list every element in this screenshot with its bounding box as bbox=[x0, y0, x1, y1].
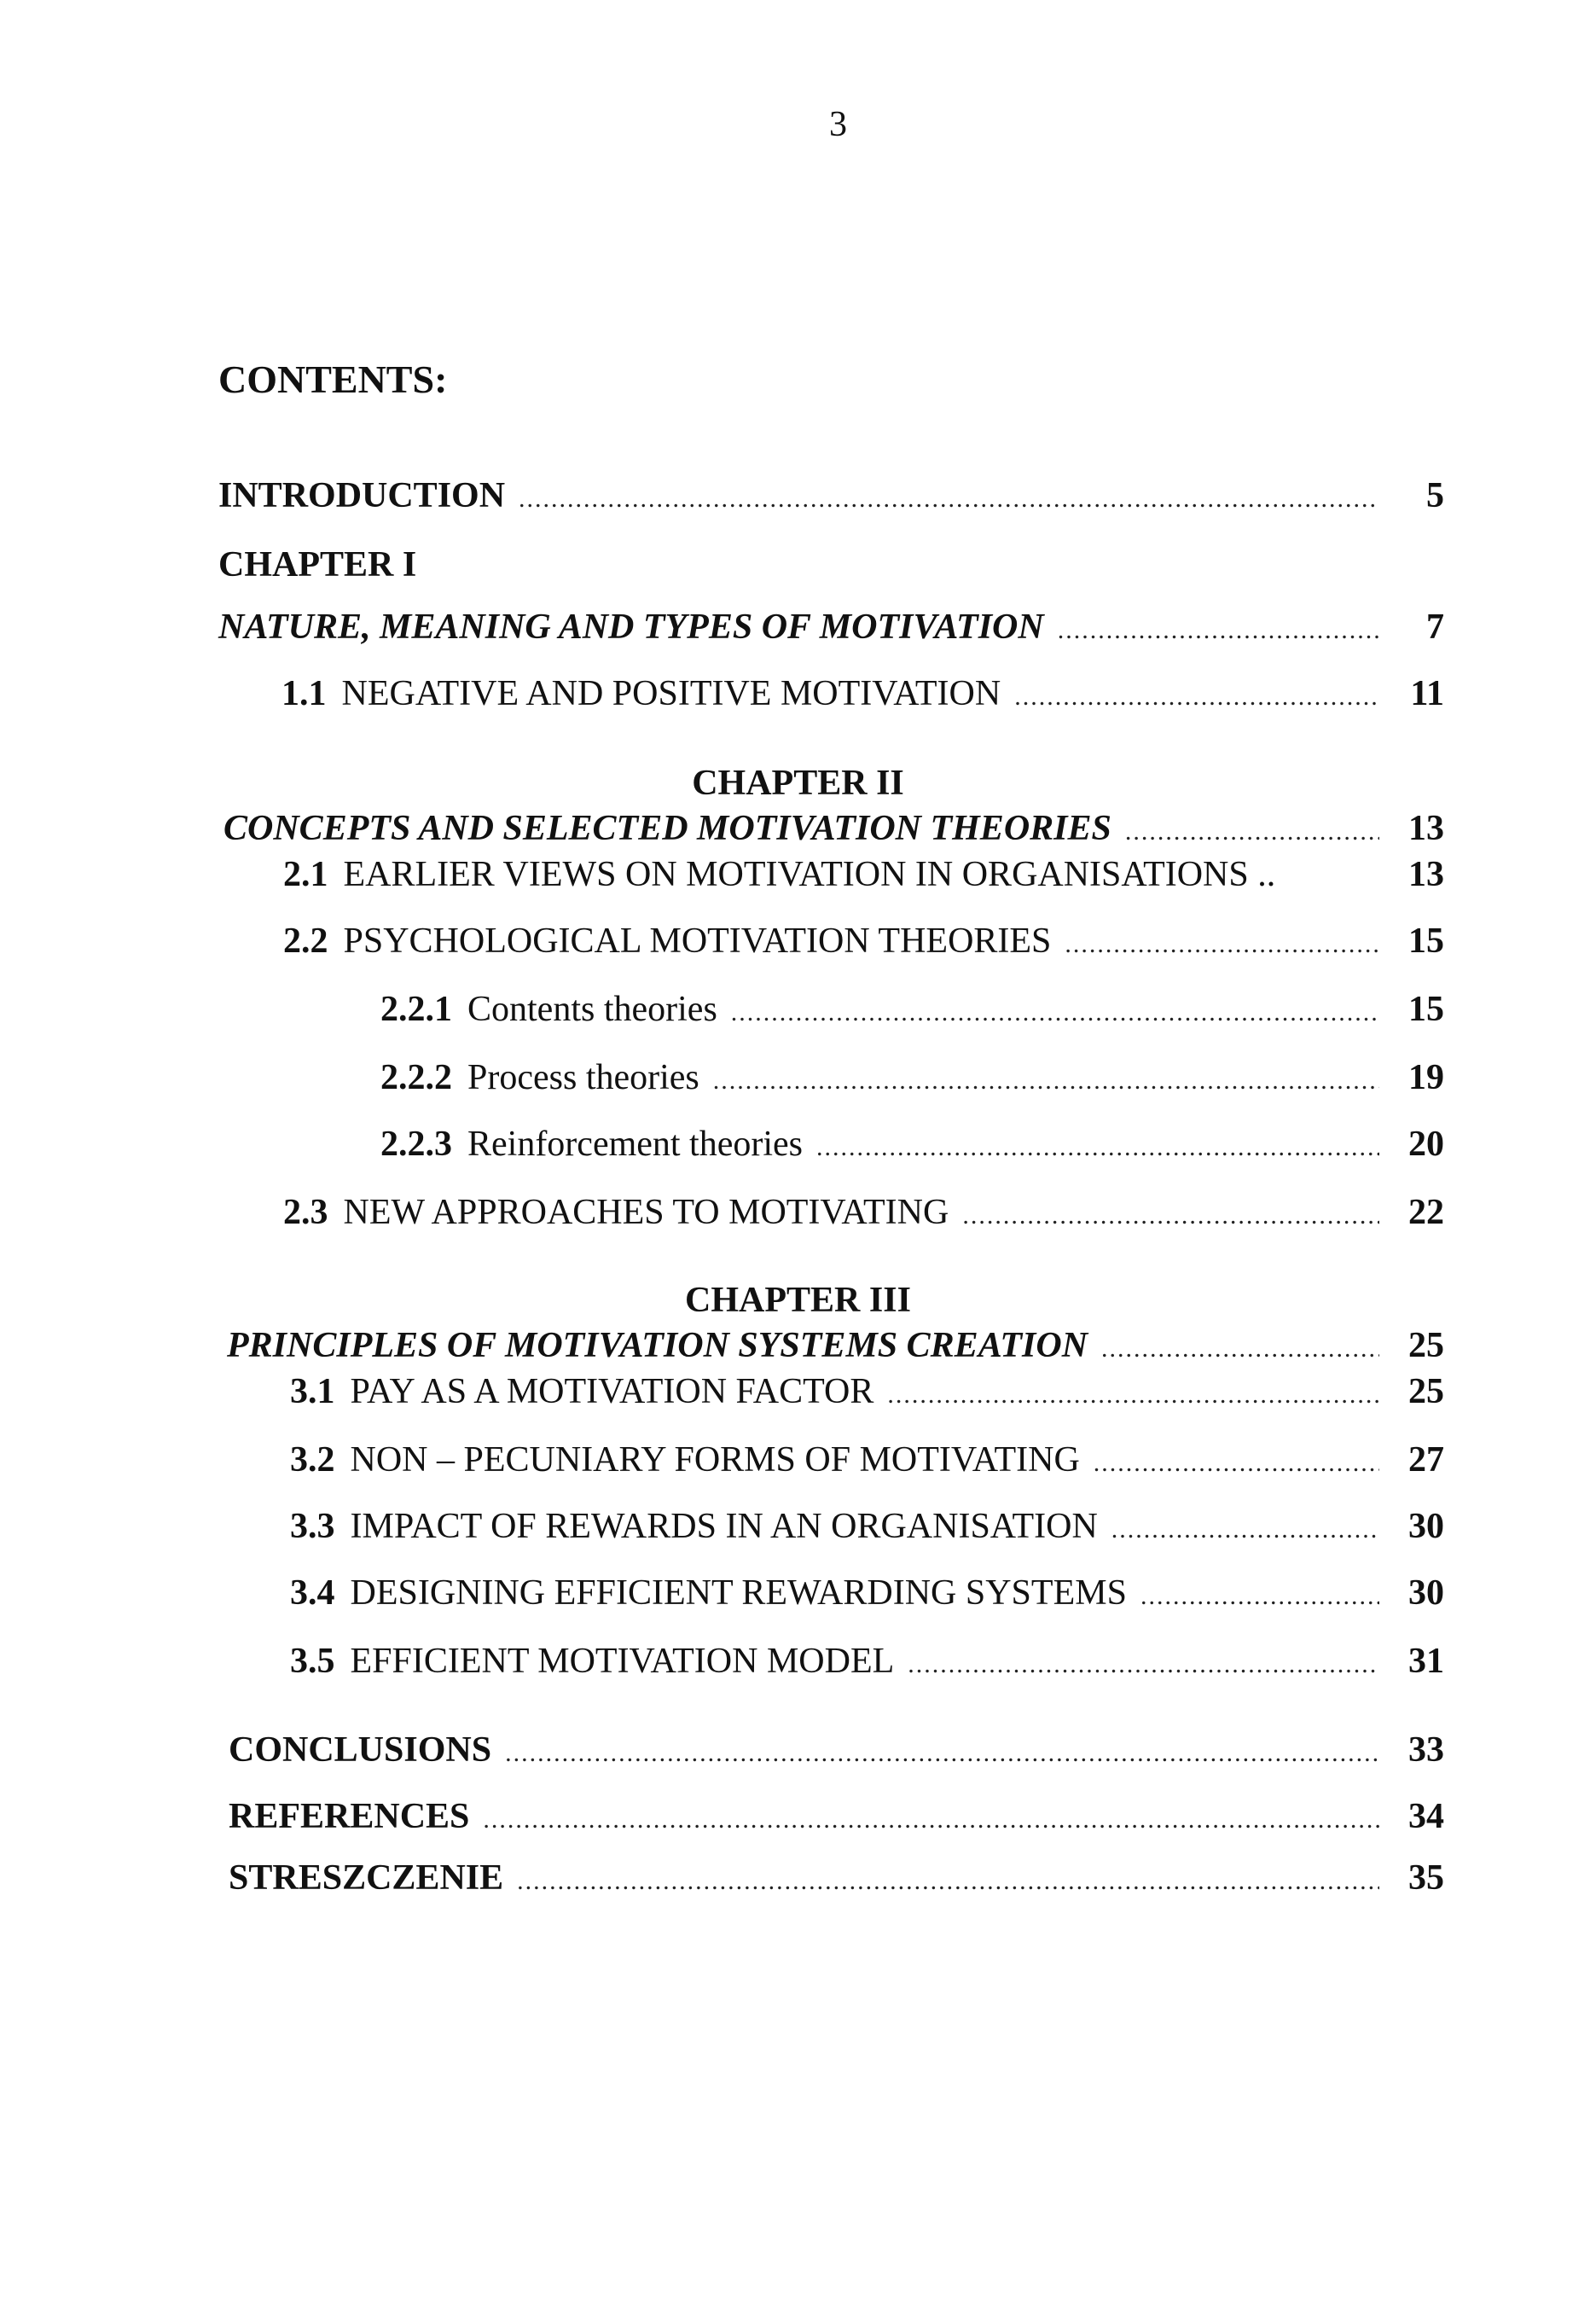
entry-title: INTRODUCTION bbox=[218, 476, 506, 515]
entry-page: 25 bbox=[1408, 1372, 1444, 1411]
toc-entry-3-4[interactable] bbox=[290, 1575, 1444, 1611]
entry-number: 2.3 bbox=[283, 1193, 328, 1232]
toc-entry-chapter-2[interactable] bbox=[223, 811, 1444, 846]
entry-page: 34 bbox=[1408, 1797, 1444, 1836]
entry-page: 13 bbox=[1408, 809, 1444, 848]
chapter-1-label: CHAPTER I bbox=[218, 545, 417, 584]
entry-number: 3.4 bbox=[290, 1573, 335, 1613]
entry-page: 11 bbox=[1410, 674, 1444, 713]
entry-number: 3.2 bbox=[290, 1440, 335, 1480]
dot-leader bbox=[505, 1741, 1379, 1766]
entry-title: CONCLUSIONS bbox=[229, 1730, 492, 1770]
entry-number: 1.1 bbox=[281, 674, 327, 713]
entry-title: PAY AS A MOTIVATION FACTOR bbox=[350, 1372, 874, 1411]
toc-entry-3-3[interactable] bbox=[290, 1509, 1444, 1544]
dot-leader bbox=[1111, 1517, 1379, 1543]
entry-title: STRESZCZENIE bbox=[229, 1858, 504, 1898]
entry-number: 2.2.2 bbox=[380, 1058, 452, 1097]
entry-page: 25 bbox=[1408, 1326, 1444, 1365]
entry-page: 27 bbox=[1408, 1440, 1444, 1480]
dot-leader bbox=[1094, 1451, 1379, 1476]
entry-title: NEGATIVE AND POSITIVE MOTIVATION bbox=[341, 674, 1001, 713]
entry-title: Reinforcement theories bbox=[467, 1125, 804, 1164]
toc-entry-3-5[interactable] bbox=[290, 1643, 1444, 1679]
dot-leader bbox=[816, 1135, 1379, 1160]
entry-page: 20 bbox=[1408, 1125, 1444, 1164]
entry-page: 5 bbox=[1426, 476, 1444, 515]
entry-page: 15 bbox=[1408, 990, 1444, 1029]
toc-entry-2-2-3[interactable] bbox=[380, 1126, 1444, 1162]
entry-page: 30 bbox=[1408, 1507, 1444, 1546]
entry-number: 2.2.1 bbox=[380, 990, 452, 1029]
toc-entry-3-1[interactable] bbox=[290, 1374, 1444, 1410]
dot-leader bbox=[1065, 932, 1379, 957]
dot-leader bbox=[1014, 684, 1379, 710]
entry-number: 2.1 bbox=[283, 855, 328, 894]
dot-leader bbox=[1140, 1584, 1379, 1609]
entry-title: NON – PECUNIARY FORMS OF MOTIVATING bbox=[350, 1440, 1080, 1480]
entry-page: 33 bbox=[1408, 1730, 1444, 1770]
dot-leader bbox=[1125, 819, 1379, 845]
entry-title: PSYCHOLOGICAL MOTIVATION THEORIES bbox=[343, 922, 1052, 961]
entry-page: 30 bbox=[1408, 1573, 1444, 1613]
entry-title: EFFICIENT MOTIVATION MODEL bbox=[350, 1642, 895, 1681]
entry-title: REFERENCES bbox=[229, 1797, 470, 1836]
entry-title: DESIGNING EFFICIENT REWARDING SYSTEMS bbox=[350, 1573, 1127, 1613]
toc-entry-2-1[interactable] bbox=[283, 857, 1444, 892]
entry-title: CONCEPTS AND SELECTED MOTIVATION THEORIES bbox=[223, 809, 1111, 848]
entry-title: NATURE, MEANING AND TYPES OF MOTIVATION bbox=[218, 608, 1044, 647]
entry-page: 7 bbox=[1426, 608, 1444, 647]
entry-page: 13 bbox=[1408, 855, 1444, 894]
toc-entry-chapter-1[interactable] bbox=[218, 609, 1444, 645]
dot-leader bbox=[731, 1000, 1379, 1026]
entry-page: 35 bbox=[1408, 1858, 1444, 1898]
dot-leader bbox=[887, 1382, 1379, 1408]
entry-title: Process theories bbox=[467, 1058, 699, 1097]
entry-page: 15 bbox=[1408, 922, 1444, 961]
contents-heading: CONTENTS: bbox=[218, 358, 448, 401]
dot-leader bbox=[713, 1068, 1379, 1094]
entry-number: 2.2 bbox=[283, 922, 328, 961]
entry-page: 22 bbox=[1408, 1193, 1444, 1232]
entry-page: 31 bbox=[1408, 1642, 1444, 1681]
entry-title: PRINCIPLES OF MOTIVATION SYSTEMS CREATION bbox=[227, 1326, 1088, 1365]
dot-leader bbox=[483, 1807, 1379, 1833]
chapter-3-label: CHAPTER III bbox=[685, 1281, 911, 1320]
entry-number: 3.5 bbox=[290, 1642, 335, 1681]
entry-title: NEW APPROACHES TO MOTIVATING bbox=[343, 1193, 949, 1232]
toc-entry-2-2[interactable] bbox=[283, 923, 1444, 959]
toc-entry-2-2-2[interactable] bbox=[380, 1060, 1444, 1096]
dot-leader bbox=[1101, 1336, 1379, 1362]
entry-number: 2.2.3 bbox=[380, 1125, 452, 1164]
entry-page: 19 bbox=[1408, 1058, 1444, 1097]
toc-entry-2-2-1[interactable] bbox=[380, 991, 1444, 1027]
entry-title: IMPACT OF REWARDS IN AN ORGANISATION bbox=[350, 1507, 1098, 1546]
toc-entry-3-2[interactable] bbox=[290, 1442, 1444, 1478]
chapter-2-label: CHAPTER II bbox=[692, 764, 904, 803]
entry-number: 3.3 bbox=[290, 1507, 335, 1546]
toc-entry-2-3[interactable] bbox=[283, 1195, 1444, 1230]
dot-leader bbox=[962, 1203, 1379, 1229]
toc-entry-references[interactable] bbox=[229, 1799, 1444, 1834]
dot-leader bbox=[1058, 618, 1379, 643]
toc-entry-chapter-3[interactable] bbox=[227, 1328, 1444, 1363]
entry-number: 3.1 bbox=[290, 1372, 335, 1411]
entry-title: Contents theories bbox=[467, 990, 717, 1029]
toc-entry-conclusions[interactable] bbox=[229, 1732, 1444, 1768]
page-number: 3 bbox=[829, 105, 847, 144]
dot-leader bbox=[519, 486, 1379, 512]
dot-leader bbox=[517, 1869, 1379, 1894]
entry-title: EARLIER VIEWS ON MOTIVATION IN ORGANISATIONS .. bbox=[343, 855, 1276, 894]
toc-entry-streszczenie[interactable] bbox=[229, 1860, 1444, 1896]
toc-entry-1-1[interactable] bbox=[281, 676, 1444, 712]
toc-entry-introduction[interactable] bbox=[218, 478, 1444, 514]
dot-leader bbox=[908, 1652, 1379, 1677]
